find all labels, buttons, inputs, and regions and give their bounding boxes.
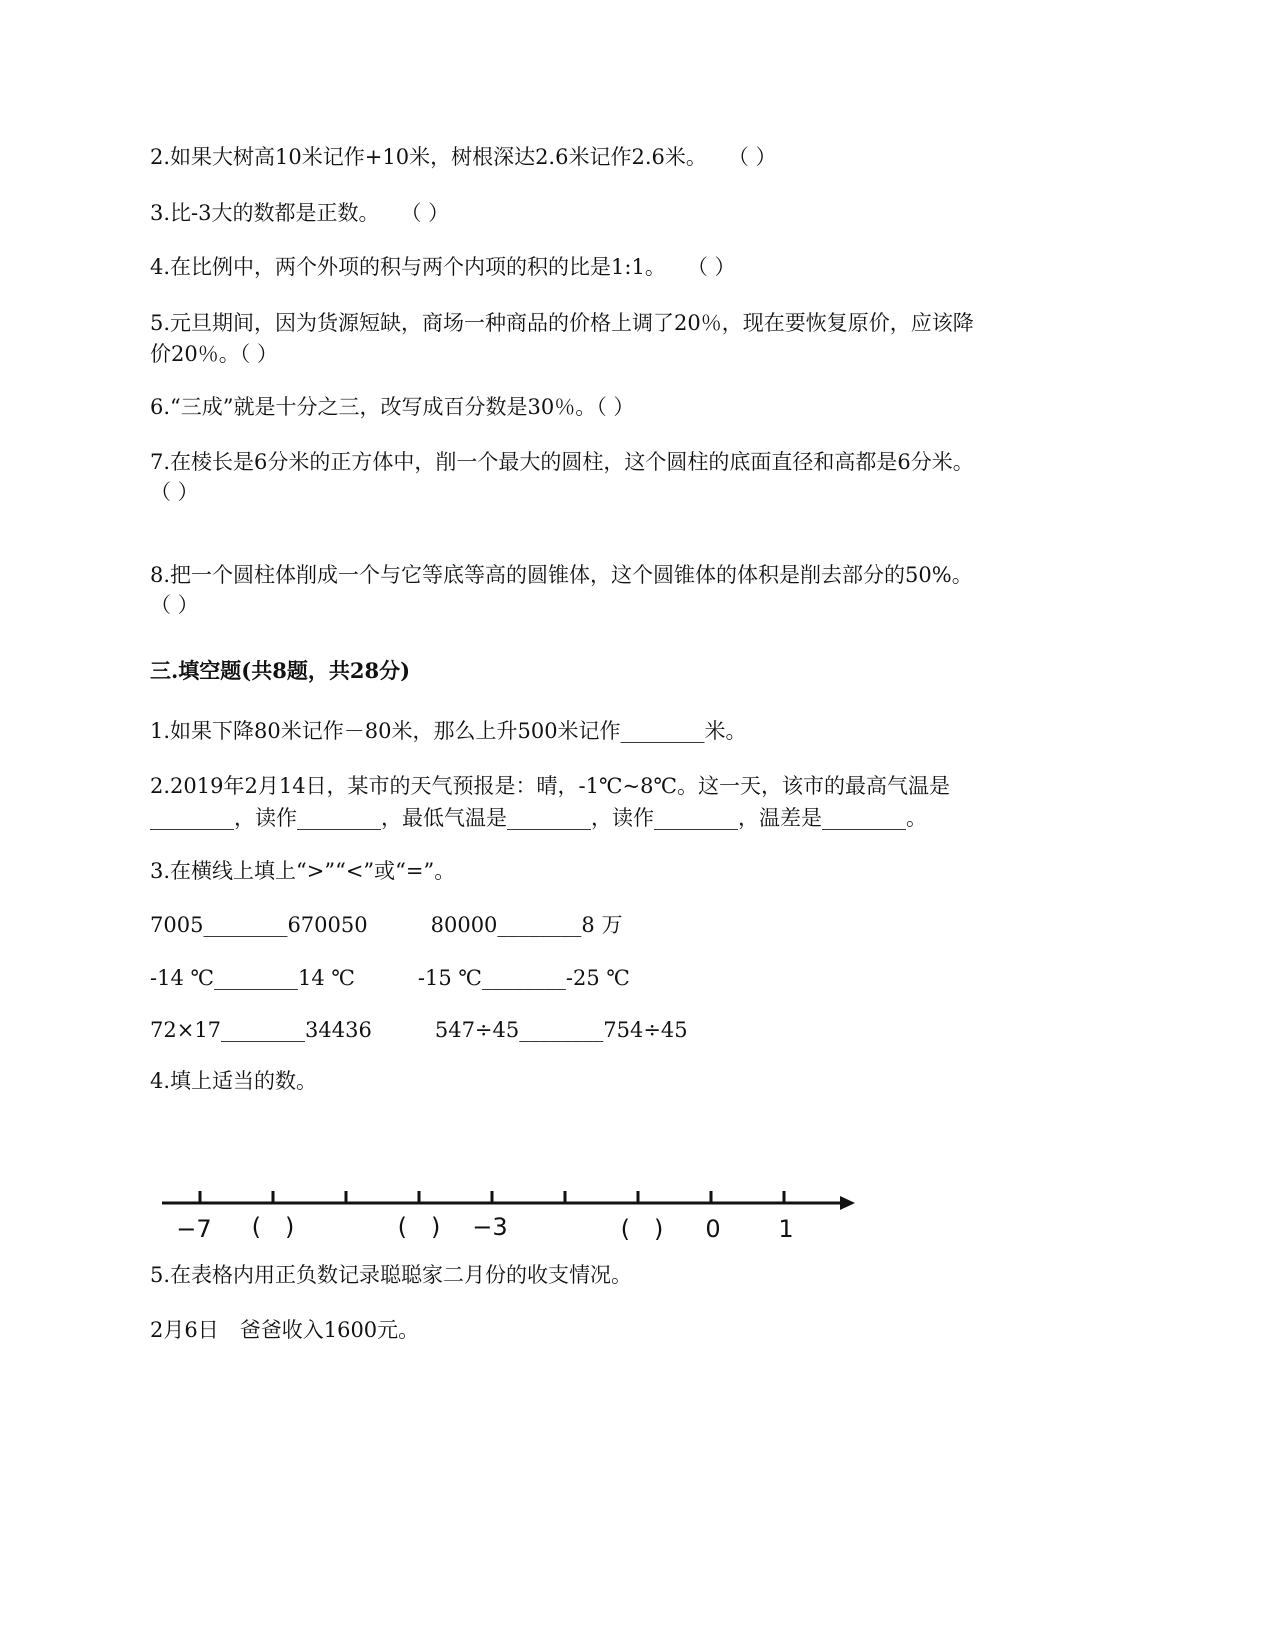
judge-item-3: 3.比-3大的数都是正数。 （ ） — [150, 201, 450, 225]
compare-row-1: 7005________670050 80000________8 万 — [150, 913, 623, 937]
fill-item-2: 2.2019年2月14日，某市的天气预报是：晴，-1℃~8℃。这一天，该市的最高气温是 — [150, 774, 950, 798]
judge-item-7-cont: （ ） — [150, 480, 199, 504]
fill-item-5-record: 2月6日 爸爸收入1600元。 — [150, 1318, 420, 1342]
tick-label-blank: ( ) — [251, 1213, 295, 1241]
judge-item-5-cont: 价20％。（ ） — [150, 342, 278, 366]
tick-label-blank: ( ) — [397, 1213, 441, 1241]
fill-item-3: 3.在横线上填上“>”“<”或“=”。 — [150, 859, 456, 883]
fill-item-1: 1.如果下降80米记作－80米，那么上升500米记作________米。 — [150, 719, 747, 743]
compare-row-3: 72×17________34436 547÷45________754÷45 — [150, 1018, 688, 1042]
judge-item-4: 4.在比例中，两个外项的积与两个内项的积的比是1:1。 （ ） — [150, 255, 736, 279]
tick-label: 0 — [705, 1215, 721, 1243]
number-line-arrow — [840, 1196, 855, 1210]
tick-label-blank: ( ) — [620, 1215, 664, 1243]
fill-item-5: 5.在表格内用正负数记录聪聪家二月份的收支情况。 — [150, 1263, 633, 1287]
tick-label: −3 — [472, 1213, 508, 1241]
fill-item-4: 4.填上适当的数。 — [150, 1069, 318, 1093]
judge-item-6: 6.“三成”就是十分之三，改写成百分数是30％。（ ） — [150, 395, 635, 419]
tick-label: −7 — [176, 1215, 212, 1243]
judge-item-7: 7.在棱长是6分米的正方体中，削一个最大的圆柱，这个圆柱的底面直径和高都是6分米。 — [150, 450, 974, 474]
tick-label: 1 — [778, 1215, 794, 1243]
judge-item-8: 8.把一个圆柱体削成一个与它等底等高的圆锥体，这个圆锥体的体积是削去部分的50%。 — [150, 563, 973, 587]
section-title: 三.填空题(共8题，共28分) — [150, 658, 411, 683]
fill-item-2-cont: ________，读作________，最低气温是________，读作________，温差是________。 — [150, 806, 927, 830]
number-line — [160, 1185, 860, 1255]
judge-item-8-cont: （ ） — [150, 593, 199, 617]
judge-item-2: 2.如果大树高10米记作+10米，树根深达2.6米记作2.6米。 （ ） — [150, 145, 777, 169]
judge-item-5: 5.元旦期间，因为货源短缺，商场一种商品的价格上调了20％，现在要恢复原价，应该降 — [150, 311, 974, 335]
compare-row-2: -14 ℃________14 ℃ -15 ℃________-25 ℃ — [150, 966, 630, 990]
